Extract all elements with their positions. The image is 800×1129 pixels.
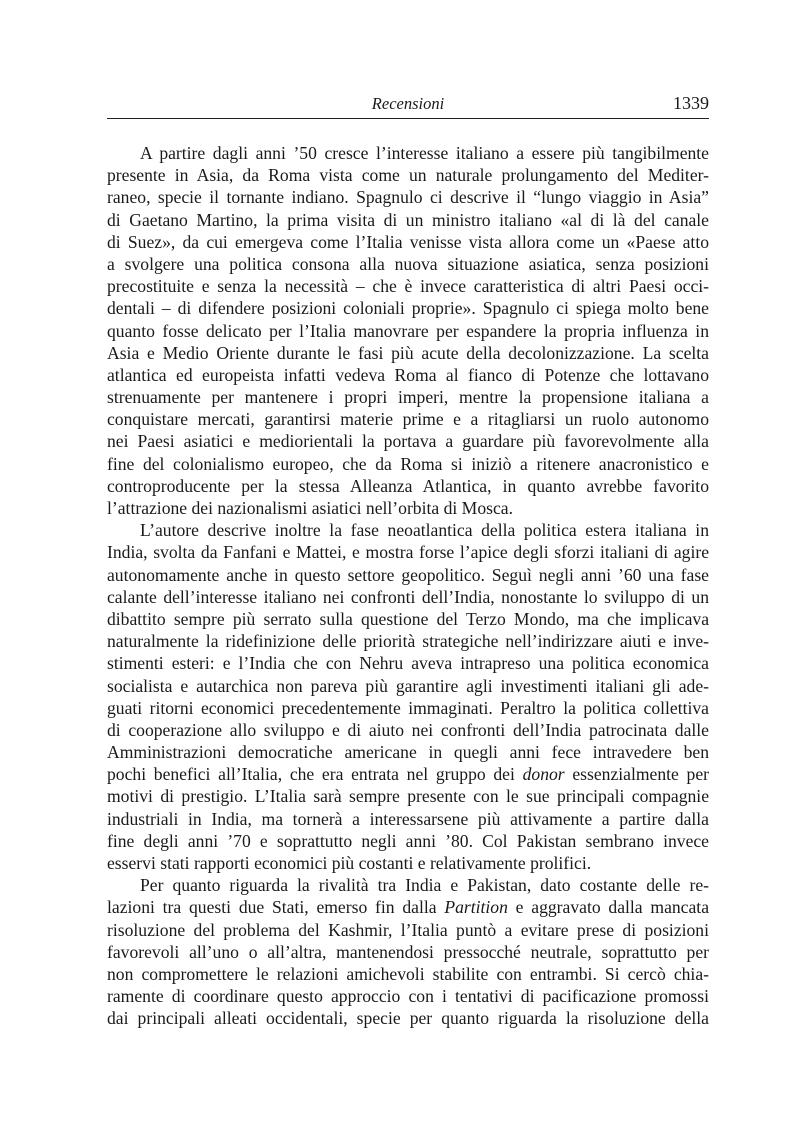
text-line — [107, 785, 709, 807]
text-line — [107, 564, 709, 586]
paragraph — [107, 142, 709, 519]
text-segment: essenzialmente per — [564, 764, 709, 785]
text-segment: India, svolta da Fanfani e Mattei, e mostra forse l’apice degli sforzi italiani di agire — [107, 542, 709, 563]
text-segment: l’attrazione dei nazionalismi asiatici nell’orbita di Mosca. — [107, 498, 513, 518]
text-line — [107, 186, 709, 208]
text-segment: a svolgere una politica consona alla nuova situazione asiatica, senza posizioni — [107, 253, 709, 274]
paragraph — [107, 519, 709, 874]
text-segment: conquistare mercati, garantirsi materie prime e a ritagliarsi un ruolo autonomo — [107, 409, 709, 430]
text-segment: presente in Asia, da Roma vista come un naturale prolungamento del Mediter- — [107, 165, 709, 186]
text-segment: Amministrazioni democratiche americane in quegli anni fece intravedere ben — [107, 742, 709, 763]
text-segment: favorevoli all’uno o all’altra, mantenendosi pressocché neutrale, soprattutto per — [107, 941, 709, 962]
text-line — [107, 985, 709, 1007]
text-line — [107, 874, 709, 896]
text-line — [107, 919, 709, 941]
text-segment: pochi benefici all’Italia, che era entrata nel gruppo dei — [107, 764, 523, 785]
text-segment: L’autore descrive inoltre la fase neoatlantica della politica estera italiana in — [140, 520, 709, 541]
running-header — [107, 92, 709, 119]
text-line — [107, 497, 709, 519]
text-segment: e aggravato dalla mancata — [507, 897, 709, 918]
text-segment: precostituite e senza la necessità – che è invece caratteristica di altri Paesi occi- — [107, 276, 709, 297]
text-segment: Asia e Medio Oriente durante le fasi più acute della decolonizzazione. La scelta — [107, 342, 709, 363]
text-segment: strenuamente per mantenere i propri imperi, mentre la propensione italiana a — [107, 387, 709, 408]
text-segment: calante dell’interesse italiano nei confronti dell’India, nonostante lo sviluppo di un — [107, 586, 709, 607]
text-segment: atlantica ed europeista infatti vedeva Roma al fianco di Potenze che lottavano — [107, 364, 709, 385]
text-segment: socialista e autarchica non pareva più garantire agli investimenti italiani gli ade- — [107, 675, 709, 696]
text-line — [107, 142, 709, 164]
text-line — [107, 830, 709, 852]
text-segment: fine del colonialismo europeo, che da Roma si iniziò a ritenere anacronistico e — [107, 453, 709, 474]
text-segment: dentali – di difendere posizioni coloniali proprie». Spagnulo ci spiega molto bene — [107, 298, 709, 319]
text-line — [107, 963, 709, 985]
text-line — [107, 675, 709, 697]
text-line — [107, 408, 709, 430]
text-segment: raneo, specie il tornante indiano. Spagnulo ci descrive il “lungo viaggio in Asia” — [107, 187, 709, 208]
text-line — [107, 231, 709, 253]
text-segment: fine degli anni ’70 e soprattutto negli anni ’80. Col Pakistan sembrano invece — [107, 830, 709, 851]
text-segment: di Gaetano Martino, la prima visita di un ministro italiano «al di là del canale — [107, 209, 709, 230]
text-segment: nei Paesi asiatici e mediorientali la portava a guardare più favorevolmente alla — [107, 431, 709, 452]
text-segment: risoluzione del problema del Kashmir, l’Italia puntò a evitare prese di posizioni — [107, 919, 709, 940]
article-body — [107, 142, 709, 1030]
text-segment: esservi stati rapporti economici più costanti e relativamente prolifici. — [107, 853, 592, 873]
text-segment: lazioni tra questi due Stati, emerso fin dalla — [107, 897, 445, 918]
text-segment: quanto fosse delicato per l’Italia manovrare per espandere la propria influenza in — [107, 320, 709, 341]
book-page — [107, 92, 709, 1030]
text-segment: motivi di prestigio. L’Italia sarà sempre presente con le sue principali compagnie — [107, 786, 709, 807]
text-line — [107, 541, 709, 563]
text-segment: A partire dagli anni ’50 cresce l’interesse italiano a essere più tangibilmente — [140, 143, 709, 163]
text-line — [107, 741, 709, 763]
running-title: Recensioni — [371, 94, 445, 113]
text-segment: dai principali alleati occidentali, specie per quanto riguarda la risoluzione della — [107, 1008, 709, 1029]
text-line — [107, 896, 709, 918]
text-segment: naturalmente la ridefinizione delle priorità strategiche nell’indirizzare aiuti e inve- — [107, 631, 709, 652]
italic-term: Partition — [444, 897, 508, 918]
text-segment: non compromettere le relazioni amichevoli stabilite con entrambi. Si cercò chia- — [107, 963, 709, 984]
text-line — [107, 941, 709, 963]
text-line — [107, 630, 709, 652]
text-line — [107, 1007, 709, 1029]
text-line — [107, 475, 709, 497]
text-line — [107, 519, 709, 541]
text-segment: guati ritorni economici precedentemente immaginati. Peraltro la politica collettiva — [107, 697, 709, 718]
text-line — [107, 652, 709, 674]
text-line — [107, 209, 709, 231]
text-line — [107, 453, 709, 475]
text-segment: autonomamente anche in questo settore geopolitico. Seguì negli anni ’60 una fase — [107, 564, 709, 585]
page-number: 1339 — [673, 93, 709, 113]
text-line — [107, 697, 709, 719]
text-line — [107, 586, 709, 608]
text-line — [107, 808, 709, 830]
text-line — [107, 364, 709, 386]
text-line — [107, 164, 709, 186]
italic-term: donor — [522, 764, 565, 785]
text-line — [107, 342, 709, 364]
text-line — [107, 297, 709, 319]
text-segment: dibattito sempre più serrato sulla questione del Terzo Mondo, ma che implicava — [107, 608, 709, 629]
text-segment: di cooperazione allo sviluppo e di aiuto nei confronti dell’India patrocinata dalle — [107, 719, 709, 740]
text-segment: di Suez», da cui emergeva come l’Italia venisse vista allora come un «Paese atto — [107, 231, 709, 252]
text-line — [107, 763, 709, 785]
text-segment: stimenti esteri: e l’India che con Nehru aveva intrapreso una politica economica — [107, 653, 709, 674]
text-line — [107, 852, 709, 874]
text-line — [107, 386, 709, 408]
text-line — [107, 608, 709, 630]
text-line — [107, 430, 709, 452]
paragraph — [107, 874, 709, 1029]
text-line — [107, 719, 709, 741]
text-segment: controproducente per la stessa Alleanza Atlantica, in quanto avrebbe favorito — [107, 475, 709, 496]
text-line — [107, 253, 709, 275]
text-line — [107, 320, 709, 342]
text-segment: ramente di coordinare questo approccio con i tentativi di pacificazione promossi — [107, 986, 709, 1007]
text-line — [107, 275, 709, 297]
text-segment: industriali in India, ma tornerà a interessarsene più attivamente a partire dalla — [107, 808, 709, 829]
text-segment: Per quanto riguarda la rivalità tra India e Pakistan, dato costante delle re- — [140, 875, 709, 896]
